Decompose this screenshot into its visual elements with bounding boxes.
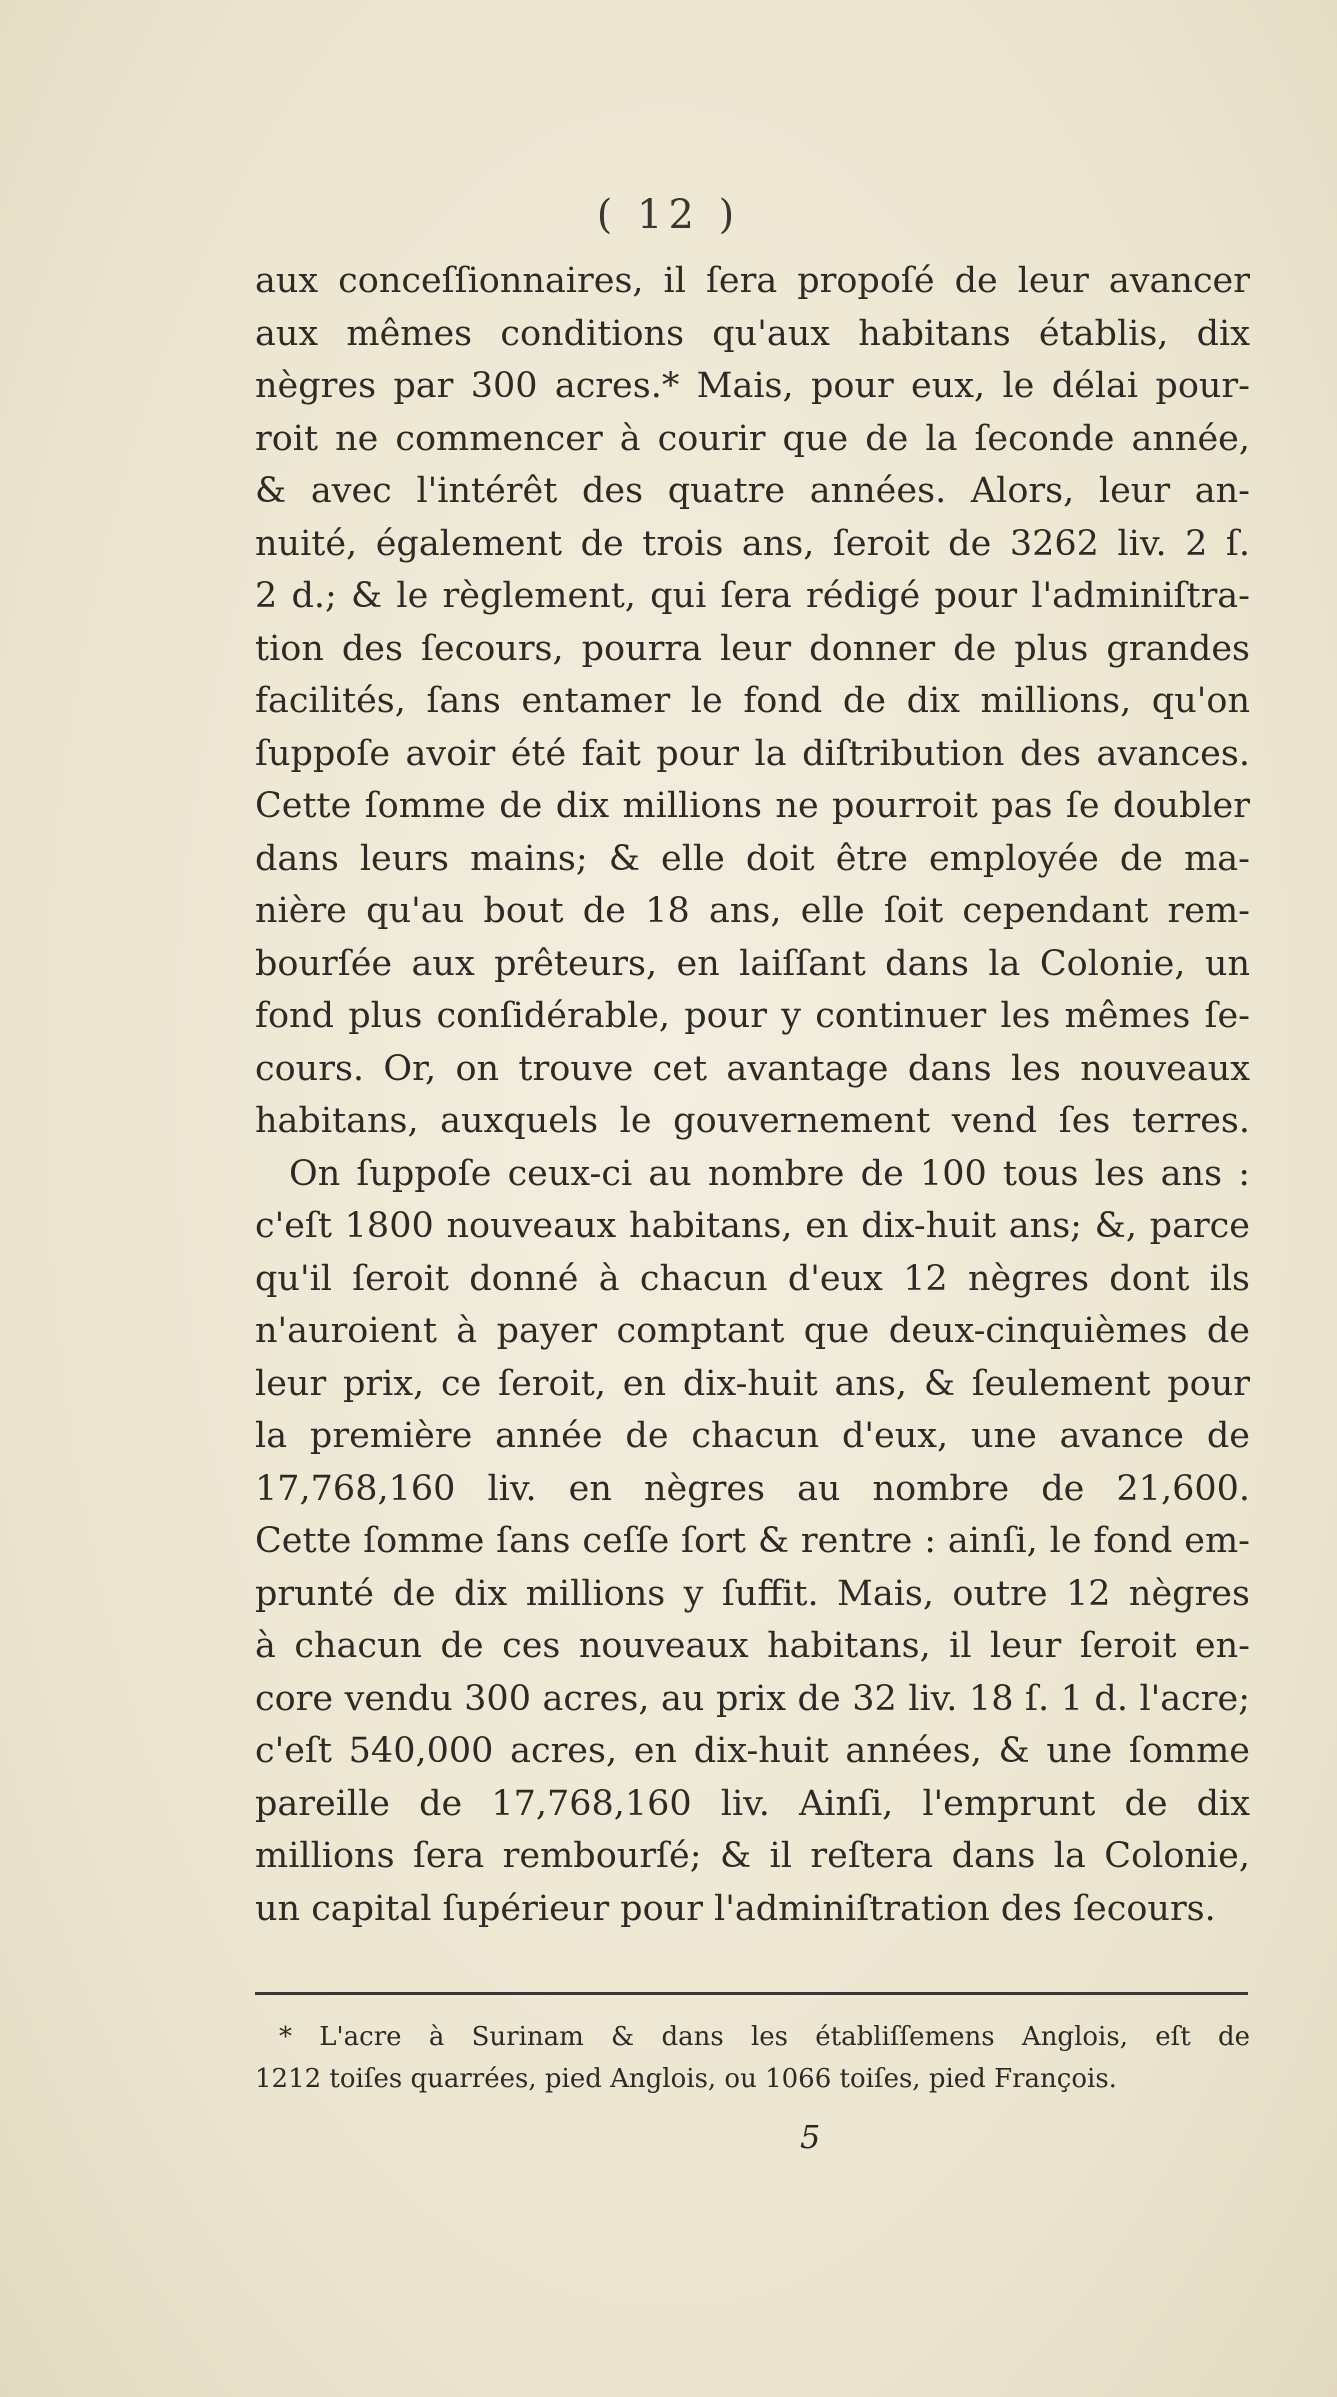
text-line xyxy=(255,255,1250,308)
text-line xyxy=(255,1725,1250,1778)
text-line xyxy=(255,1830,1250,1883)
text-line-content: c'eſt 1800 nouveaux habitans, en dix-huit ans; &, parce xyxy=(255,1206,1250,1246)
text-line xyxy=(255,465,1250,518)
text-line xyxy=(255,1463,1250,1516)
text-line xyxy=(255,413,1250,466)
footnote-line xyxy=(255,2058,1250,2100)
text-line-content: bourſée aux prêteurs, en laiſſant dans la Colonie, un xyxy=(255,943,1250,984)
text-line xyxy=(255,1305,1250,1358)
page-number: ( 12 ) xyxy=(596,192,741,238)
text-line-content: millions ſera rembourſé; & il reſtera dans la Colonie, xyxy=(255,1836,1250,1876)
text-line xyxy=(255,833,1250,886)
text-line-content: aux mêmes conditions qu'aux habitans établis, dix xyxy=(255,313,1250,354)
text-line-content: qu'il ſeroit donné à chacun d'eux 12 nègres dont ils xyxy=(255,1258,1250,1299)
text-line-content: & avec l'intérêt des quatre années. Alors, leur an- xyxy=(255,471,1250,511)
text-line xyxy=(255,360,1250,413)
text-line xyxy=(255,1043,1250,1096)
text-line xyxy=(255,1778,1250,1831)
text-line xyxy=(255,1200,1250,1253)
text-line-content: la première année de chacun d'eux, une avance de xyxy=(255,1416,1250,1456)
text-line-content: à chacun de ces nouveaux habitans, il leur ſeroit en- xyxy=(255,1626,1250,1666)
text-line-content: 2 d.; & le règlement, qui ſera rédigé pour l'adminiſtra- xyxy=(255,576,1250,616)
footnote xyxy=(255,2016,1250,2100)
text-line-content: pareille de 17,768,160 liv. Ainſi, l'emprunt de dix xyxy=(255,1783,1250,1824)
text-line-content: tion des ſecours, pourra leur donner de plus grandes xyxy=(255,628,1250,669)
text-line-content: cours. Or, on trouve cet avantage dans les nouveaux xyxy=(255,1048,1250,1089)
text-line-content: roit ne commencer à courir que de la ſeconde année, xyxy=(255,418,1250,459)
footnote-line xyxy=(255,2016,1250,2058)
text-line xyxy=(255,570,1250,623)
footnote-line-content: * L'acre à Surinam & dans les établiſſemens Anglois, eſt de xyxy=(279,2022,1250,2052)
text-line-content: 17,768,160 liv. en nègres au nombre de 21,600. xyxy=(255,1468,1250,1509)
text-line xyxy=(255,675,1250,728)
text-line xyxy=(255,623,1250,676)
text-line xyxy=(255,938,1250,991)
text-line-content: core vendu 300 acres, au prix de 32 liv. 18 ſ. 1 d. l'acre; xyxy=(255,1678,1250,1719)
text-line-content: fond plus conſidérable, pour y continuer les mêmes ſe- xyxy=(255,996,1250,1036)
text-line xyxy=(255,1095,1250,1148)
text-line xyxy=(255,1253,1250,1306)
text-line xyxy=(255,518,1250,571)
text-line xyxy=(255,1568,1250,1621)
signature-mark: 5 xyxy=(800,2118,821,2156)
text-line-content: nière qu'au bout de 18 ans, elle ſoit cependant rem- xyxy=(255,891,1250,931)
footnote-divider xyxy=(255,1992,1248,1995)
text-line-content: aux conceſſionnaires, il ſera propoſé de leur avancer xyxy=(255,261,1250,301)
text-line xyxy=(255,728,1250,781)
text-line-content: nuité, également de trois ans, ſeroit de 3262 liv. 2 ſ. xyxy=(255,523,1250,564)
text-line-content: dans leurs mains; & elle doit être employée de ma- xyxy=(255,838,1250,879)
text-line xyxy=(255,990,1250,1043)
text-line-content: n'auroient à payer comptant que deux-cinquièmes de xyxy=(255,1311,1250,1351)
text-line xyxy=(255,1358,1250,1411)
text-line-content: nègres par 300 acres.* Mais, pour eux, le délai pour- xyxy=(255,366,1250,406)
text-line-content: facilités, ſans entamer le fond de dix millions, qu'on xyxy=(255,681,1250,721)
text-line-content: ſuppoſe avoir été fait pour la diſtribution des avances. xyxy=(255,733,1250,774)
text-line xyxy=(255,780,1250,833)
text-line-content: Cette ſomme ſans ceſſe ſort & rentre : ainſi, le fond em- xyxy=(255,1521,1250,1561)
body-text xyxy=(255,255,1250,1935)
text-line xyxy=(255,1883,1250,1936)
text-line xyxy=(255,1620,1250,1673)
paragraph-start-line xyxy=(255,1148,1250,1201)
text-line-content: leur prix, ce ſeroit, en dix-huit ans, & ſeulement pour xyxy=(255,1363,1250,1404)
text-line xyxy=(255,885,1250,938)
text-line xyxy=(255,1410,1250,1463)
text-line-content: Cette ſomme de dix millions ne pourroit pas ſe doubler xyxy=(255,786,1250,826)
text-line xyxy=(255,1673,1250,1726)
text-line-content: habitans, auxquels le gouvernement vend ſes terres. xyxy=(255,1101,1250,1141)
text-line-content: prunté de dix millions y ſuffit. Mais, outre 12 nègres xyxy=(255,1573,1250,1614)
footnote-line-content: 1212 toiſes quarrées, pied Anglois, ou 1066 toiſes, pied François. xyxy=(255,2064,1117,2094)
text-line xyxy=(255,1515,1250,1568)
text-line-content: c'eſt 540,000 acres, en dix-huit années, & une ſomme xyxy=(255,1731,1250,1771)
text-line-content: On ſuppoſe ceux-ci au nombre de 100 tous les ans : xyxy=(289,1153,1250,1194)
text-line xyxy=(255,308,1250,361)
text-line-content: un capital ſupérieur pour l'adminiſtration des ſecours. xyxy=(255,1888,1216,1929)
